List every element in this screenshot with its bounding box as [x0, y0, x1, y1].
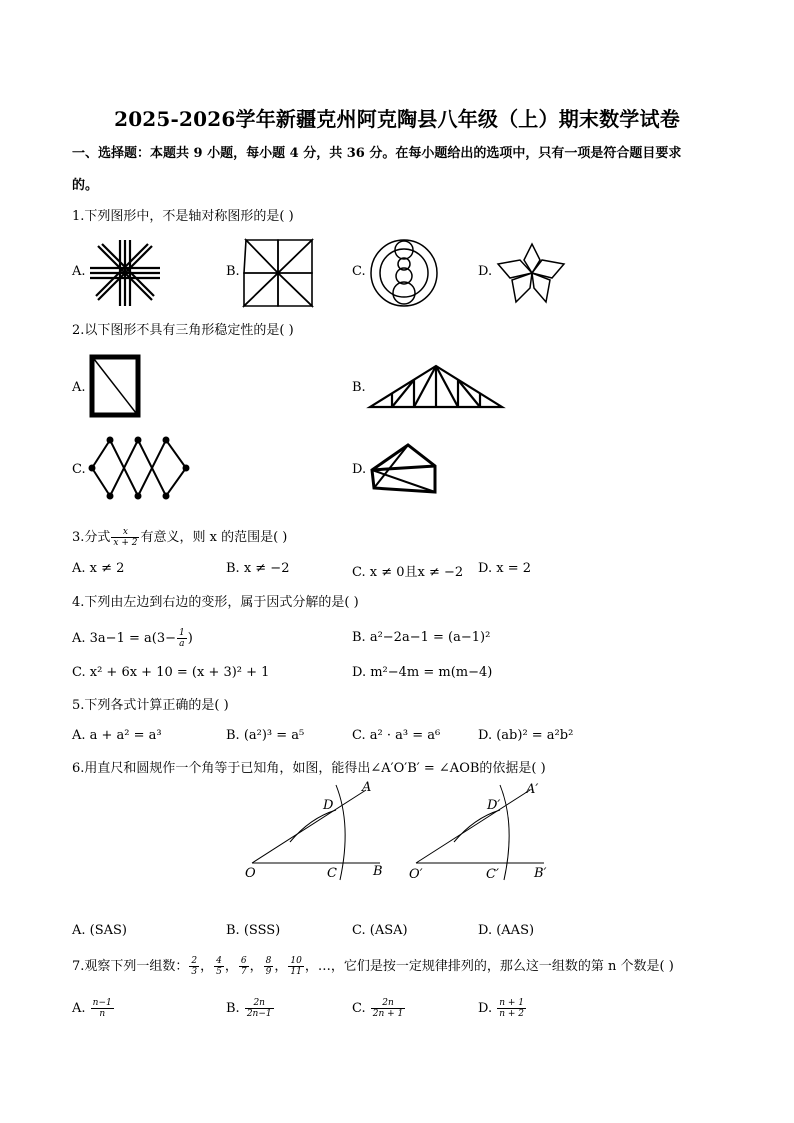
q7-option-b [226, 998, 275, 1019]
q2-option-c-label: C. [72, 462, 86, 477]
fig1-label-o: O [245, 866, 256, 881]
q7-option-c-fraction [371, 998, 406, 1019]
q7-option-a [72, 998, 115, 1019]
q2-option-b-label: B. [352, 380, 366, 395]
question-5-stem: 5.下列各式计算正确的是( ) [72, 698, 229, 713]
q3-stem-suffix: 有意义，则 x 的范围是( ) [140, 530, 288, 545]
q1-option-d-label: D. [478, 264, 493, 279]
q6-figure-1 [240, 780, 390, 885]
q4-option-b: B. a²−2a−1 = (a−1)² [352, 630, 491, 645]
q7-frac-5-den: 11 [290, 967, 302, 977]
q7-option-c-num: 2n [371, 998, 406, 1009]
q6-option-a: A. (SAS) [72, 923, 127, 938]
q5-option-a: A. a + a² = a³ [72, 728, 162, 743]
fig1-label-a: A [362, 780, 372, 795]
q2-option-a-label: A. [72, 380, 86, 395]
q2-figure-a [89, 354, 141, 418]
q4-option-a-suffix: ) [187, 631, 193, 646]
q3-fraction [111, 527, 139, 548]
question-1-stem: 1.下列图形中，不是轴对称图形的是( ) [72, 209, 294, 224]
fig1-label-c: C [327, 866, 337, 881]
q7-frac-3-num: 6 [240, 956, 247, 966]
q1-option-b-label: B. [226, 264, 240, 279]
q2-figure-c [88, 434, 190, 502]
q1-figure-b [242, 238, 314, 308]
q7-frac-1-num: 2 [191, 956, 198, 966]
q7-stem-suffix: ，…，它们是按一定规律排列的，那么这一组数的第 n 个数是( ) [304, 959, 674, 974]
q7-option-b-fraction [245, 998, 274, 1019]
q4-option-d: D. m²−4m = m(m−4) [352, 665, 493, 680]
question-7-stem: 7.观察下列一组数： $\frac{2}{3}$ ， $\frac{4}{5}$ ， $\frac{6}{7}$ ， $\frac{8}{9}$ ， $\frac{10}{11}$ ，…，它们是按一定规律排列的，那么这一组数的第 n 个数是( ) [72, 956, 674, 977]
q6-option-d: D. (AAS) [478, 923, 535, 938]
fig2-label-c: C′ [486, 867, 499, 882]
q7-option-d [478, 998, 527, 1019]
q7-frac-1-den: 3 [191, 967, 198, 977]
q7-option-d-num: n + 1 [499, 998, 525, 1008]
q1-figure-a [88, 238, 162, 308]
q7-stem-prefix: 7.观察下列一组数： [72, 959, 189, 974]
section-instructions-line1: 一、选择题：本题共 9 小题，每小题 4 分，共 36 分。在每小题给出的选项中，只有一项是符合题目要求 [72, 146, 682, 161]
q7-frac-4-den: 9 [265, 967, 272, 977]
q7-option-c-den: 2n + 1 [372, 1009, 404, 1019]
q7-option-a-fraction [91, 998, 114, 1019]
question-2-stem: 2.以下图形不具有三角形稳定性的是( ) [72, 323, 294, 338]
q5-option-d: D. (ab)² = a²b² [478, 728, 574, 743]
q1-figure-d [494, 238, 570, 308]
q3-option-d: D. x = 2 [478, 561, 531, 576]
question-6-stem: 6.用直尺和圆规作一个角等于已知角，如图，能得出∠A′O′B′ = ∠AOB的依据是( ) [72, 761, 546, 776]
q2-option-d-label: D. [352, 462, 367, 477]
q7-option-b-den: 2n−1 [246, 1009, 272, 1019]
q7-option-c-label: C. [352, 1001, 366, 1016]
q7-option-a-den: n [99, 1009, 106, 1019]
q7-frac-4-num: 8 [265, 956, 272, 966]
q4-frac-numerator: 1 [178, 628, 185, 638]
q4-option-a [72, 628, 193, 649]
fig2-label-a: A′ [526, 782, 539, 797]
q1-option-c-label: C. [352, 264, 366, 279]
q3-frac-denominator: x + 2 [113, 538, 138, 548]
fig2-label-d: D′ [487, 798, 501, 813]
q4-option-a-fraction [177, 628, 187, 649]
q7-option-b-num: 2n [245, 998, 274, 1009]
q7-frac-3 [239, 956, 249, 977]
q7-frac-4 [264, 956, 274, 977]
q7-frac-5 [288, 956, 303, 977]
q4-option-c: C. x² + 6x + 10 = (x + 3)² + 1 [72, 665, 270, 680]
q7-frac-2 [214, 956, 224, 977]
q2-figure-d [368, 442, 438, 494]
q7-option-b-label: B. [226, 1001, 240, 1016]
q4-frac-denominator: a [179, 639, 185, 649]
q7-frac-3-den: 7 [240, 967, 247, 977]
page-title: 2025-2026学年新疆克州阿克陶县八年级（上）期末数学试卷 [114, 107, 680, 131]
q5-option-c: C. a² · a³ = a⁶ [352, 728, 441, 743]
q3-option-a: A. x ≠ 2 [72, 561, 125, 576]
fig2-label-b: B′ [534, 866, 547, 881]
q7-frac-2-num: 4 [216, 956, 222, 966]
q2-figure-b [368, 362, 506, 410]
q3-stem-prefix: 3.分式 [72, 530, 111, 545]
q7-option-a-num: n−1 [92, 998, 112, 1008]
question-3-stem [72, 527, 287, 548]
q6-option-b: B. (SSS) [226, 923, 281, 938]
q1-figure-c [368, 238, 440, 308]
q3-option-c: C. x ≠ 0且x ≠ −2 [352, 565, 464, 580]
q7-option-c [352, 998, 406, 1019]
q7-frac-2-den: 5 [216, 967, 222, 977]
q7-option-d-den: n + 2 [499, 1009, 525, 1019]
q1-option-a-label: A. [72, 264, 86, 279]
q3-frac-numerator: x [111, 527, 139, 538]
q7-option-d-fraction [497, 998, 526, 1019]
section-instructions-line2: 的。 [72, 178, 99, 193]
fig1-label-d: D [323, 798, 334, 813]
q5-option-b: B. (a²)³ = a⁵ [226, 728, 305, 743]
question-4-stem: 4.下列由左边到右边的变形，属于因式分解的是( ) [72, 595, 359, 610]
q7-frac-5-num: 10 [290, 956, 302, 966]
q7-frac-1 [189, 956, 199, 977]
q3-option-b: B. x ≠ −2 [226, 561, 290, 576]
q6-option-c: C. (ASA) [352, 923, 408, 938]
fig1-label-b: B [373, 864, 383, 879]
fig2-label-o: O′ [409, 867, 423, 882]
q7-option-a-label: A. [72, 1001, 86, 1016]
q4-option-a-prefix: A. 3a−1 = a(3− [72, 631, 176, 646]
q7-option-d-label: D. [478, 1001, 493, 1016]
